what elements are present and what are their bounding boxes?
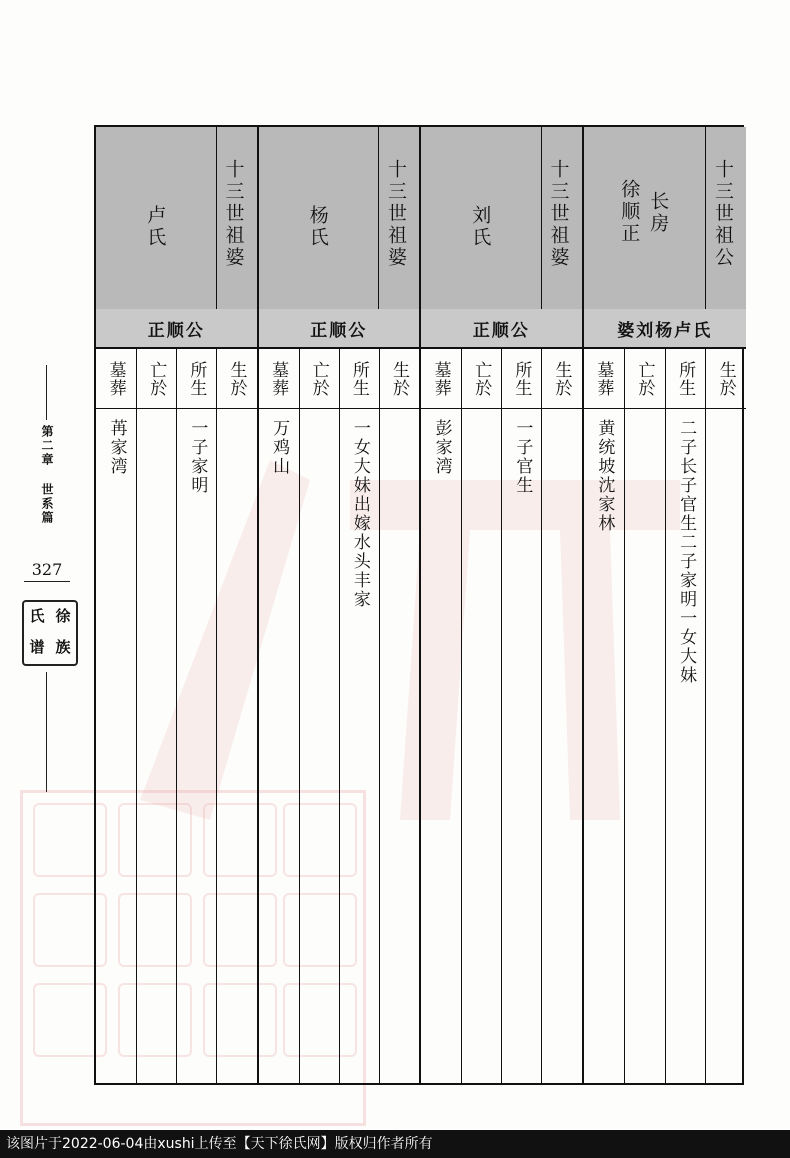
seal-char: 氏	[29, 607, 45, 625]
column-label: 所生	[186, 360, 207, 397]
seal-char: 族	[55, 638, 71, 656]
column-label: 生於	[388, 360, 409, 397]
children-value: 一女大妹出嫁水头丰家	[349, 419, 370, 609]
margin-rule-top	[46, 365, 47, 420]
spouse-band: 正顺公	[96, 309, 257, 349]
generation-label: 十三世祖婆	[385, 159, 407, 269]
section-header	[259, 127, 420, 311]
column-label: 亡於	[308, 360, 329, 397]
col-children	[665, 349, 706, 1083]
person-name: 杨氏	[306, 205, 329, 249]
col-burial	[584, 349, 625, 1083]
children-value: 一子官生	[512, 419, 533, 495]
person-name: 徐顺正	[618, 179, 641, 245]
seal-char: 谱	[29, 638, 45, 656]
genealogy-table	[94, 125, 744, 1085]
column-label: 亡於	[471, 360, 492, 397]
section-xu-shunzheng	[584, 127, 747, 1083]
clan-seal	[22, 600, 78, 666]
person-name: 刘氏	[469, 205, 492, 249]
column-label: 所生	[675, 360, 696, 397]
section-yang	[259, 127, 422, 1083]
col-children	[176, 349, 216, 1083]
col-born	[705, 349, 746, 1083]
column-label: 所生	[348, 360, 369, 397]
seal-char: 徐	[55, 607, 71, 625]
generation-label: 十三世祖婆	[547, 159, 570, 269]
column-label: 墓葬	[105, 360, 126, 397]
col-died	[136, 349, 176, 1083]
column-label: 亡於	[146, 360, 167, 397]
col-children	[501, 349, 541, 1083]
col-burial	[421, 349, 461, 1083]
col-died	[461, 349, 501, 1083]
margin-rule-bottom	[46, 672, 47, 792]
column-label: 生於	[551, 360, 572, 397]
col-burial	[259, 349, 299, 1083]
spouse-band: 婆刘杨卢氏	[584, 309, 747, 349]
children-value: 二子长子官生二子家明一女大妹	[676, 419, 697, 685]
section-lu	[96, 127, 259, 1083]
column-label: 生於	[226, 360, 247, 397]
burial-value: 苒家湾	[106, 419, 127, 476]
column-label: 亡於	[634, 360, 655, 397]
column-label: 墓葬	[430, 360, 451, 397]
section-liu	[421, 127, 584, 1083]
column-label: 生於	[715, 360, 736, 397]
col-born	[379, 349, 419, 1083]
col-born	[216, 349, 256, 1083]
section-header	[584, 127, 747, 311]
person-name: 卢氏	[144, 205, 167, 249]
spouse-band: 正顺公	[421, 309, 582, 349]
spouse-band: 正顺公	[259, 309, 420, 349]
col-died	[624, 349, 665, 1083]
col-died	[299, 349, 339, 1083]
column-label: 墓葬	[593, 360, 614, 397]
column-label: 墓葬	[268, 360, 289, 397]
children-value: 一子家明	[187, 419, 208, 495]
burial-value: 万鸡山	[269, 419, 290, 476]
col-children	[339, 349, 379, 1083]
house-label: 长房	[647, 191, 670, 235]
column-label: 所生	[511, 360, 532, 397]
generation-label: 十三世祖婆	[222, 159, 245, 269]
burial-value: 黄统坡沈家林	[594, 419, 615, 533]
col-born	[541, 349, 581, 1083]
generation-label: 十三世祖公	[712, 159, 734, 269]
burial-value: 彭家湾	[431, 419, 452, 476]
section-header	[421, 127, 582, 311]
section-header	[96, 127, 257, 311]
upload-footer: 该图片于2022-06-04由xushi上传至【天下徐氏网】版权归作者所有	[0, 1130, 790, 1158]
chapter-label: 第二章 世系篇	[40, 425, 54, 525]
col-burial	[96, 349, 136, 1083]
page-number: 327	[24, 560, 70, 582]
